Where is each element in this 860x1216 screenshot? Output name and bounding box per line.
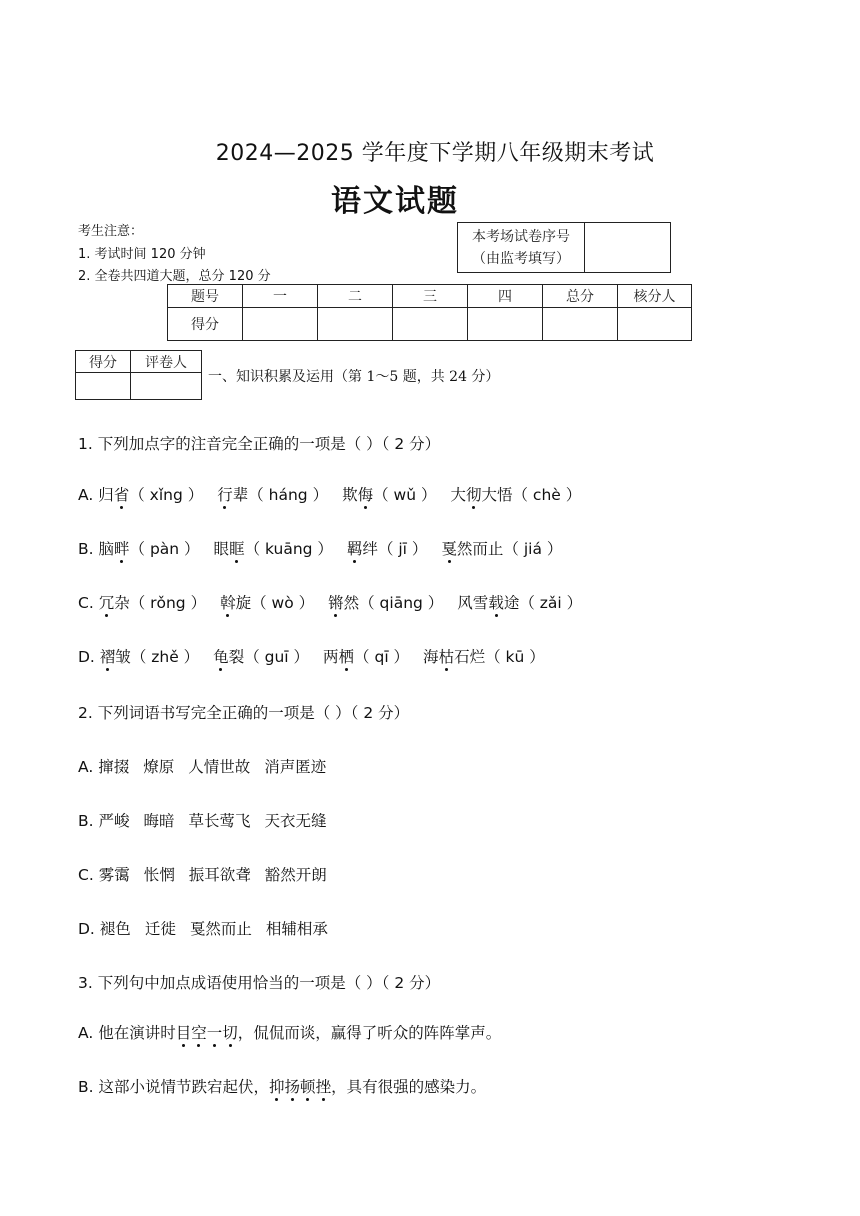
pinyin-item (323, 648, 409, 666)
sentence-text: 他在演讲时 (98, 1024, 176, 1042)
word: 严峻 (98, 812, 130, 830)
item-text: 辈（ háng ） (232, 486, 329, 504)
notice-line-1: 1. 考试时间 120 分钟 (78, 247, 206, 262)
grader-box (75, 350, 202, 400)
item-text: （ qī ） (354, 648, 410, 666)
item-text: 脑 (98, 540, 115, 558)
item-text: 风雪 (457, 594, 489, 612)
word: 消声匿迹 (264, 758, 327, 776)
item-text: 眼 (213, 540, 230, 558)
question-2-stem: 2. 下列词语书写完全正确的一项是（ ）（ 2 分） (78, 704, 410, 722)
dotted-char: 戛 (441, 540, 457, 558)
item-text: 石烂（ kū ） (454, 648, 545, 666)
dotted-char: 斡 (220, 594, 236, 612)
dotted-char: 一 (206, 1024, 223, 1042)
item-text: 旋（ wò ） (235, 594, 315, 612)
pinyin-item (98, 486, 203, 504)
word: 人情世故 (188, 758, 251, 776)
score-cell[interactable] (393, 308, 468, 341)
dotted-char: 羁 (346, 540, 363, 558)
dotted-char: 锵 (328, 594, 344, 612)
option-label: C. (78, 866, 99, 884)
sentence-text: 这部小说情节跌宕起伏， (98, 1078, 270, 1096)
item-text: 然而止（ jiá ） (456, 540, 563, 558)
item-text: 大 (450, 486, 466, 504)
pinyin-item (342, 486, 436, 504)
dotted-char: 载 (488, 594, 504, 612)
pinyin-item (441, 540, 562, 558)
sentence-text: ，侃侃而谈，赢得了听众的阵阵掌声。 (237, 1024, 502, 1042)
question-1-stem: 1. 下列加点字的注音完全正确的一项是（ ）（ 2 分） (78, 435, 441, 453)
section-1-title: 一、知识积累及运用（第 1～5 题，共 24 分） (208, 369, 500, 385)
sentence-text: ，具有很强的感染力。 (331, 1078, 487, 1096)
question-3-stem: 3. 下列句中加点成语使用恰当的一项是（ ）（ 2 分） (78, 974, 441, 992)
item-text: （ wǔ ） (373, 486, 437, 504)
dotted-char: 挫 (315, 1078, 332, 1096)
option-label: B. (78, 1078, 99, 1096)
dotted-char: 枯 (438, 648, 455, 666)
pinyin-item (217, 486, 328, 504)
score-header: 总分 (543, 285, 618, 308)
score-row-label: 得分 (168, 308, 243, 341)
q2-option-a (78, 755, 326, 777)
score-cell[interactable] (318, 308, 393, 341)
dotted-char: 抑 (269, 1078, 285, 1096)
grader-score-field[interactable] (76, 373, 131, 400)
word: 戛然而止 (189, 920, 252, 938)
grader-name-label: 评卷人 (131, 351, 202, 373)
word: 草长莺飞 (188, 812, 251, 830)
grader-name-field[interactable] (131, 373, 202, 400)
exam-subtitle: 语文试题 (331, 184, 459, 219)
word: 怅惘 (143, 866, 175, 884)
option-label: D. (78, 920, 100, 938)
dotted-char: 褶 (99, 648, 116, 666)
q2-option-d (78, 917, 328, 939)
grader-score-label: 得分 (76, 351, 131, 373)
item-text: 裂（ guī ） (228, 648, 310, 666)
item-text: （ pàn ） (129, 540, 200, 558)
score-header: 二 (318, 285, 393, 308)
q1-option-c (78, 591, 582, 613)
option-label: B. (78, 540, 99, 558)
option-label: B. (78, 812, 99, 830)
dotted-char: 切 (222, 1024, 238, 1042)
item-text: 然（ qiāng ） (343, 594, 444, 612)
score-table (167, 284, 692, 341)
q3-option-b (78, 1075, 486, 1097)
dotted-char: 空 (191, 1024, 207, 1042)
score-cell[interactable] (618, 308, 692, 341)
pinyin-item (450, 486, 581, 504)
pinyin-item (214, 540, 333, 558)
word: 相辅相承 (265, 920, 328, 938)
pinyin-item (457, 594, 582, 612)
option-label: C. (78, 594, 99, 612)
pinyin-item (100, 648, 199, 666)
score-header: 一 (243, 285, 318, 308)
word: 迁徙 (144, 920, 176, 938)
pinyin-item (347, 540, 427, 558)
dotted-char: 龟 (213, 648, 229, 666)
seat-label-line-2: （由监考填写） (472, 250, 570, 267)
word: 天衣无缝 (264, 812, 327, 830)
score-header: 题号 (168, 285, 243, 308)
seat-number-box (457, 222, 671, 273)
word: 豁然开朗 (264, 866, 327, 884)
item-text: 两 (323, 648, 339, 666)
option-label: D. (78, 648, 100, 666)
q2-option-c (78, 863, 327, 885)
dotted-char: 畔 (114, 540, 130, 558)
dotted-char: 目 (175, 1024, 192, 1042)
item-text: 杂（ rǒng ） (114, 594, 207, 612)
word: 撺掇 (98, 758, 130, 776)
score-header: 三 (393, 285, 468, 308)
dotted-char: 彻 (465, 486, 482, 504)
q1-option-a (78, 483, 581, 505)
q1-option-d (78, 645, 545, 667)
word: 振耳欲聋 (188, 866, 251, 884)
score-cell[interactable] (243, 308, 318, 341)
seat-number-label (458, 223, 585, 273)
word: 燎原 (143, 758, 175, 776)
q3-option-a (78, 1021, 501, 1043)
exam-title: 2024—2025 学年度下学期八年级期末考试 (215, 141, 655, 166)
q1-option-b (78, 537, 562, 559)
word: 雾霭 (98, 866, 130, 884)
score-cell[interactable] (468, 308, 543, 341)
dotted-char: 冗 (98, 594, 115, 612)
pinyin-item (99, 540, 200, 558)
q2-option-b (78, 809, 327, 831)
notice-heading: 考生注意： (78, 224, 144, 239)
word: 晦暗 (143, 812, 175, 830)
item-text: 海 (423, 648, 439, 666)
dotted-char: 侮 (357, 486, 374, 504)
pinyin-item (328, 594, 443, 612)
option-label: A. (78, 486, 99, 504)
item-text: 归 (98, 486, 114, 504)
item-text: 途（ zǎi ） (503, 594, 583, 612)
item-text: 欺 (342, 486, 358, 504)
dotted-char: 顿 (300, 1078, 316, 1096)
pinyin-item (220, 594, 314, 612)
item-text: （ xǐng ） (129, 486, 204, 504)
dotted-char: 扬 (284, 1078, 301, 1096)
dotted-char: 栖 (338, 648, 355, 666)
item-text: 大悟（ chè ） (481, 486, 582, 504)
pinyin-item (99, 594, 206, 612)
word: 褪色 (99, 920, 131, 938)
dotted-char: 行 (217, 486, 233, 504)
score-header: 核分人 (618, 285, 692, 308)
option-label: A. (78, 1024, 99, 1042)
notice-line-2: 2. 全卷共四道大题，总分 120 分 (78, 269, 271, 284)
seat-label-line-1: 本考场试卷序号 (472, 228, 570, 245)
pinyin-item (423, 648, 545, 666)
seat-number-field[interactable] (585, 223, 671, 273)
item-text: （ kuāng ） (244, 540, 333, 558)
option-label: A. (78, 758, 99, 776)
score-cell[interactable] (543, 308, 618, 341)
pinyin-item (213, 648, 309, 666)
dotted-char: 眶 (229, 540, 245, 558)
item-text: 皱（ zhě ） (115, 648, 200, 666)
item-text: 绊（ jī ） (362, 540, 428, 558)
dotted-char: 省 (113, 486, 130, 504)
score-header: 四 (468, 285, 543, 308)
